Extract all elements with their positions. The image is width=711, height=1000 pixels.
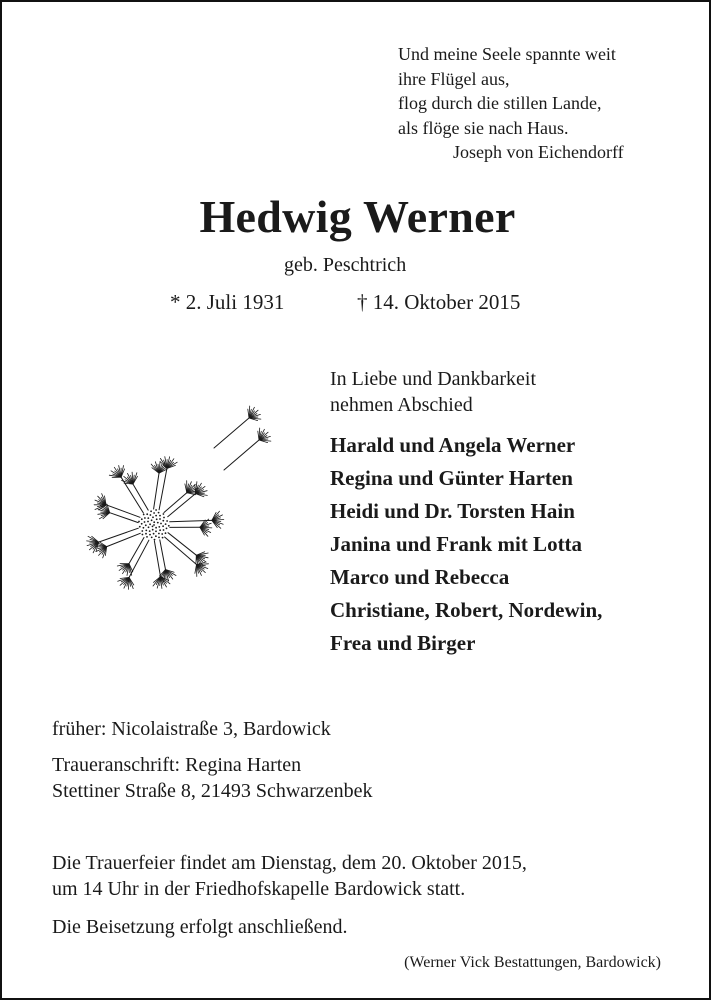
deceased-name: Hedwig Werner [199, 191, 516, 242]
birth-name: geb. Peschtrich [284, 254, 407, 276]
farewell-line: nehmen Abschied [330, 394, 473, 416]
farewell-intro [330, 366, 536, 418]
mourner-entry: Harald und Angela Werner [330, 433, 576, 457]
mourner-entry: Heidi und Dr. Torsten Hain [330, 499, 575, 523]
ceremony-info [52, 850, 527, 902]
poem-line: ihre Flügel aus, [398, 68, 510, 89]
poem-line: Und meine Seele spannte weit [398, 44, 616, 64]
former-address [52, 716, 331, 742]
ceremony-line: um 14 Uhr in der Friedhofskapelle Bardowick statt. [52, 878, 466, 900]
mourning-address [52, 752, 372, 804]
former-address-text: früher: Nicolaistraße 3, Bardowick [52, 718, 331, 740]
undertaker-credit: (Werner Vick Bestattungen, Bardowick) [404, 954, 661, 971]
mourner-entry: Frea und Birger [330, 631, 476, 655]
mourning-address-line: Traueranschrift: Regina Harten [52, 754, 302, 776]
mourner-entry: Christiane, Robert, Nordewin, [330, 598, 603, 622]
dandelion-icon [64, 400, 279, 615]
farewell-line: In Liebe und Dankbarkeit [330, 368, 537, 390]
mourning-address-line: Stettiner Straße 8, 21493 Schwarzenbek [52, 780, 373, 802]
mourner-list [330, 429, 602, 660]
death-date: † 14. Oktober 2015 [357, 290, 521, 314]
poem-line: als flöge sie nach Haus. [398, 117, 569, 138]
birth-date: * 2. Juli 1931 [170, 290, 285, 314]
burial-text: Die Beisetzung erfolgt anschließend. [52, 916, 348, 938]
mourner-entry: Regina und Günter Harten [330, 466, 573, 490]
mourner-entry: Marco und Rebecca [330, 565, 510, 589]
mourner-entry: Janina und Frank mit Lotta [330, 532, 583, 556]
burial-info [52, 914, 347, 940]
poem-line: flog durch die stillen Lande, [398, 93, 602, 113]
ceremony-line: Die Trauerfeier findet am Dienstag, dem 20. Oktober 2015, [52, 852, 527, 874]
poem-quote [398, 42, 624, 165]
poem-author: Joseph von Eichendorff [453, 142, 624, 162]
